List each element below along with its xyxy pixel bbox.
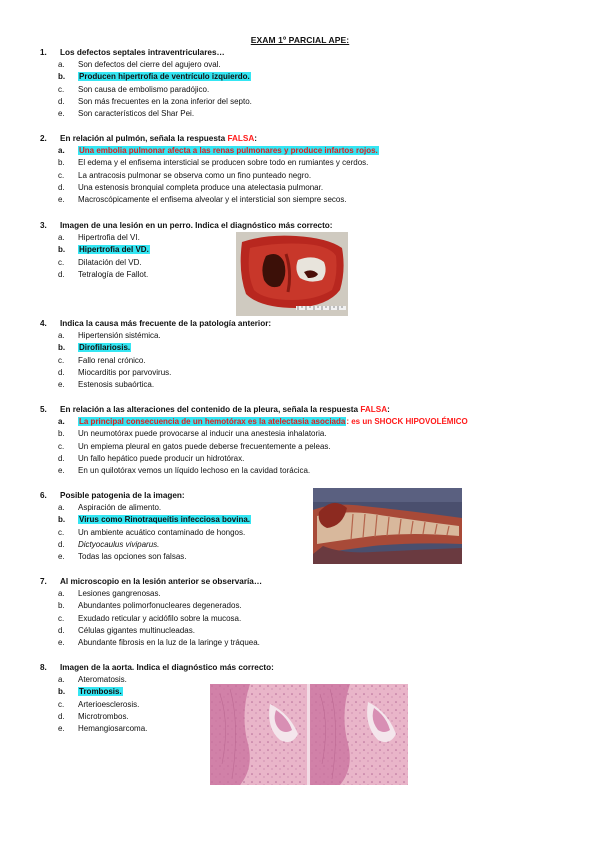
option-a: a. Son defectos del cierre del agujero oval. <box>58 60 221 69</box>
question-text: 8. Imagen de la aorta. Indica el diagnóstico más correcto: <box>40 663 274 672</box>
option-b-correct: b. Virus como Rinotraqueítis infecciosa bovina. <box>58 515 251 525</box>
question-1 <box>40 47 560 120</box>
option-d: d. Microtrombos. <box>58 711 129 721</box>
option-b-correct: b. Trombosis. <box>58 687 122 697</box>
question-text: 4. Indica la causa más frecuente de la patología anterior: <box>40 319 272 328</box>
option-c: c. Dilatación del VD. <box>58 257 142 267</box>
question-5 <box>40 404 560 477</box>
option-a: a. Ateromatosis. <box>58 675 127 684</box>
option-d: d. Tetralogía de Fallot. <box>58 269 149 279</box>
option-b-correct: b. Dirofilariosis. <box>58 343 131 353</box>
question-text: 7. Al microscopio en la lesión anterior se observaría… <box>40 577 263 586</box>
aorta-histology-image <box>210 684 408 785</box>
question-text: 3. Imagen de una lesión en un perro. Indica el diagnóstico más correcto: <box>40 221 333 230</box>
option-e: e. Macroscópicamente el enfisema alveolar y el intersticial son siempre secos. <box>58 195 347 205</box>
option-c: c. Exudado reticular y acidófilo sobre la mucosa. <box>58 613 242 623</box>
question-7 <box>40 576 560 649</box>
option-b: b. Un neumotórax puede provocarse al inducir una anestesia inhalatoria. <box>58 429 327 439</box>
option-e: e. Estenosis subaórtica. <box>58 380 155 390</box>
option-c: c. Arterioesclerosis. <box>58 699 140 709</box>
trachea-image <box>313 488 462 564</box>
option-a-correct: a. La principal consecuencia de un hemotórax es la atelectasia asociada: es un SHOCK HIPOVOLÉMICO <box>58 417 468 426</box>
question-text: 2. En relación al pulmón, señala la respuesta FALSA: <box>40 134 258 143</box>
question-2 <box>40 133 560 206</box>
option-d: d. Una estenosis bronquial completa produce una atelectasia pulmonar. <box>58 182 324 192</box>
option-b-correct: b. Producen hipertrofia de ventrículo izquierdo. <box>58 72 250 82</box>
option-a: a. Aspiración de alimento. <box>58 503 162 512</box>
question-text: 6. Posible patogenia de la imagen: <box>40 491 185 500</box>
option-e: e. Abundante fibrosis en la luz de la laringe y tráquea. <box>58 638 260 648</box>
heart-section-image <box>236 232 348 316</box>
option-e: e. Son característicos del Shar Pei. <box>58 109 195 119</box>
option-c: c. Son causa de embolismo paradójico. <box>58 84 210 94</box>
option-b: b. El edema y el enfisema intersticial se producen sobre todo en rumiantes y cerdos. <box>58 158 369 168</box>
option-a: a. Hipertensión sistémica. <box>58 331 161 340</box>
option-c: c. Fallo renal crónico. <box>58 355 146 365</box>
question-text: 1. Los defectos septales intraventriculares… <box>40 48 225 57</box>
option-d: d. Células gigantes multinucleadas. <box>58 625 195 635</box>
option-c: c. Un ambiente acuático contaminado de hongos. <box>58 527 246 537</box>
option-e: e. Hemangiosarcoma. <box>58 724 148 734</box>
option-d: d. Son más frecuentes en la zona inferior del septo. <box>58 96 252 106</box>
option-d: d. Un fallo hepático puede producir un hidrotórax. <box>58 453 245 463</box>
option-e: e. Todas las opciones son falsas. <box>58 552 187 562</box>
page-title: EXAM 1º PARCIAL APE: <box>250 35 350 45</box>
option-a: a. Hipertrofia del VI. <box>58 233 140 242</box>
question-4 <box>40 318 560 391</box>
option-b-correct: b. Hipertrofia del VD. <box>58 245 149 255</box>
option-a-correct: a. Una embolia pulmonar afecta a las renas pulmonares y produce infartos rojos. <box>58 146 378 155</box>
option-c: c. Un empiema pleural en gatos puede deberse frecuentemente a peleas. <box>58 441 331 451</box>
question-6 <box>40 490 560 563</box>
option-a: a. Lesiones gangrenosas. <box>58 589 161 598</box>
option-e: e. En un quilotórax vemos un líquido lechoso en la cavidad torácica. <box>58 466 311 476</box>
option-d: d. Dictyocaulus viviparus. <box>58 539 160 549</box>
option-d: d. Miocarditis por parvovirus. <box>58 367 172 377</box>
question-text: 5. En relación a las alteraciones del contenido de la pleura, señala la respuesta FALSA: <box>40 405 390 414</box>
option-b: b. Abundantes polimorfonucleares degenerados. <box>58 601 242 611</box>
option-c: c. La antracosis pulmonar se observa como un fino punteado negro. <box>58 170 312 180</box>
